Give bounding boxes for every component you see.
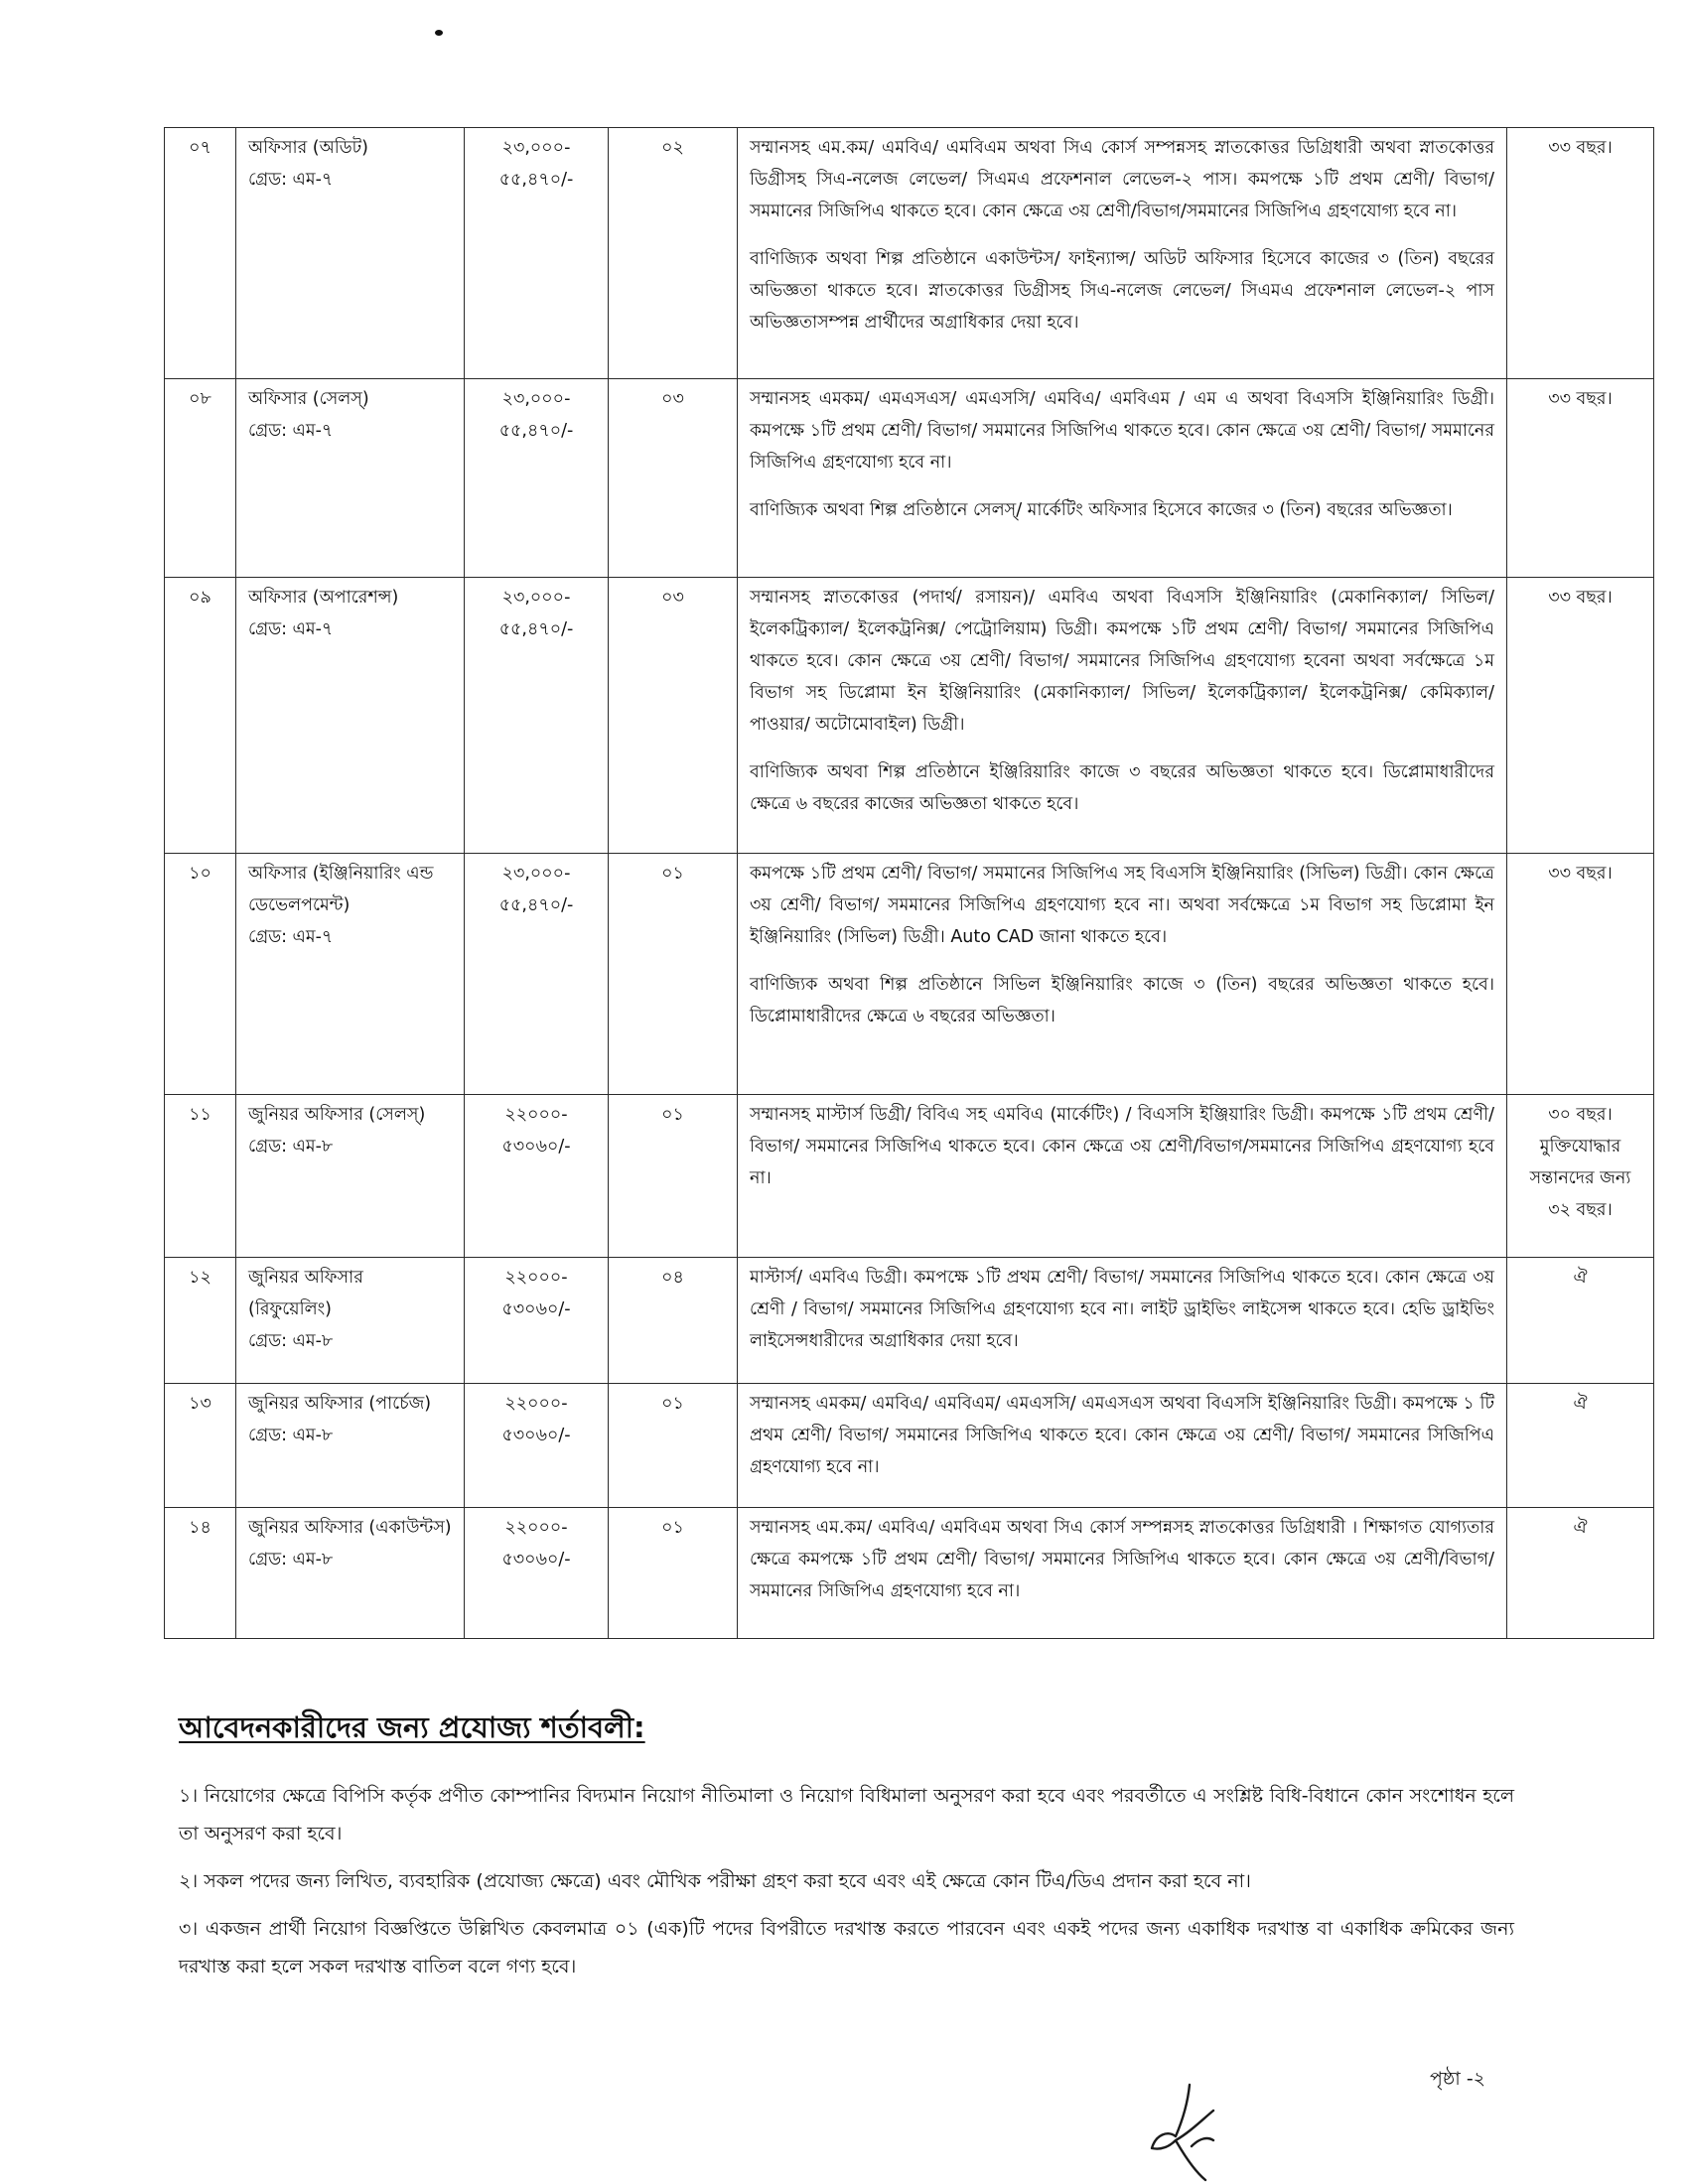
age-limit: ৩০ বছর। মুক্তিযোদ্ধার সন্তানদের জন্য ৩২ বছর। [1507, 1095, 1654, 1258]
serial-number: ০৯ [165, 578, 236, 854]
term-item: ১। নিয়োগের ক্ষেত্রে বিপিসি কর্তৃক প্রণীত কোম্পানির বিদ্যমান নিয়োগ নীতিমালা ও নিয়োগ বিধিমালা অনুসরণ করা হবে এবং পরবর্তীতে এ সংশ্লিষ্ট বিধি-বিধানে কোন সংশোধন হলে তা অনুসরণ করা হবে। [179, 1785, 1514, 1844]
requirements-cell [738, 1258, 1507, 1384]
pay-min: ২৩,০০০- [501, 389, 571, 409]
requirement-paragraph: সম্মানসহ এমকম/ এমএসএস/ এমএসসি/ এমবিএ/ এমবিএম / এম এ অথবা বিএসসি ইঞ্জিনিয়ারিং ডিগ্রী। কমপক্ষে ১টি প্রথম শ্রেণী/ বিভাগ/ সমমানের সিজিপিএ থাকতে হবে। কোন ক্ষেত্রে ৩য় শ্রেণী/ বিভাগ/ সমমানের সিজিপিএ গ্রহণযোগ্য হবে না। [750, 389, 1494, 473]
pay-min: ২২০০০- [504, 1394, 568, 1414]
requirement-paragraph: সম্মানসহ এমকম/ এমবিএ/ এমবিএম/ এমএসসি/ এমএসএস অথবা বিএসসি ইঞ্জিনিয়ারিং ডিগ্রী। কমপক্ষে ১ টি প্রথম শ্রেণী/ বিভাগ/ সমমানের সিজিপিএ থাকতে হবে। কোন ক্ষেত্রে ৩য় শ্রেণী/ বিভাগ/ সমমানের সিজিপিএ গ্রহণযোগ্য হবে না। [750, 1394, 1494, 1477]
pay-max: ৫৩০৬০/- [501, 1550, 571, 1570]
requirement-paragraph: বাণিজ্যিক অথবা শিল্প প্রতিষ্ঠানে ইঞ্জিরিয়ারিং কাজে ৩ বছরের অভিজ্ঞতা থাকতে হবে। ডিপ্লোমাধারীদের ক্ষেত্রে ৬ বছরের কাজের অভিজ্ঞতা থাকতে হবে। [750, 762, 1494, 814]
post-cell [236, 854, 465, 1095]
job-requirements-table [164, 127, 1654, 1639]
table-row [165, 379, 1654, 578]
age-limit: ঐ [1507, 1384, 1654, 1508]
table-row [165, 1258, 1654, 1384]
table-row [165, 578, 1654, 854]
post-cell [236, 379, 465, 578]
age-limit: ঐ [1507, 1508, 1654, 1639]
terms-heading: আবেদনকারীদের জন্য প্রযোজ্য শর্তাবলী: [179, 1710, 645, 1744]
post-grade: গ্রেড: এম-৭ [248, 170, 334, 190]
term-item: ৩। একজন প্রার্থী নিয়োগ বিজ্ঞপ্তিতে উল্লিখিত কেবলমাত্র ০১ (এক)টি পদের বিপরীতে দরখাস্ত করতে পারবেন এবং একই পদের জন্য একাধিক দরখাস্ত বা একাধিক ক্রমিকের জন্য দরখাস্ত করা হলে সকল দরখাস্ত বাতিল বলে গণ্য হবে। [179, 1918, 1514, 1978]
post-cell [236, 1508, 465, 1639]
post-grade: গ্রেড: এম-৭ [248, 927, 334, 947]
post-title: অফিসার (অডিট) [248, 138, 369, 158]
requirements-cell [738, 1384, 1507, 1508]
pay-scale-cell [465, 128, 609, 379]
requirement-paragraph: সম্মানসহ এম.কম/ এমবিএ/ এমবিএম অথবা সিএ কোর্স সম্পন্নসহ স্নাতকোত্তর ডিগ্রিধারী । শিক্ষাগত যোগ্যতার ক্ষেত্রে কমপক্ষে ১টি প্রথম শ্রেণী/ বিভাগ/ সমমানের সিজিপিএ থাকতে হবে। কোন ক্ষেত্রে ৩য় শ্রেণী/বিভাগ/সমমানের সিজিপিএ গ্রহণযোগ্য হবে না। [750, 1518, 1494, 1601]
pay-max: ৫৩০৬০/- [501, 1426, 571, 1445]
table-body [165, 128, 1654, 1639]
requirement-paragraph: সম্মানসহ এম.কম/ এমবিএ/ এমবিএম অথবা সিএ কোর্স সম্পন্নসহ স্নাতকোত্তর ডিগ্রিধারী অথবা স্নাতকোত্তর ডিগ্রীসহ সিএ-নলেজ লেভেল/ সিএমএ প্রফেশনাল লেভেল-২ পাস। কমপক্ষে ১টি প্রথম শ্রেণী/ বিভাগ/ সমমানের সিজিপিএ থাকতে হবে। কোন ক্ষেত্রে ৩য় শ্রেণী/বিভাগ/সমমানের সিজিপিএ গ্রহণযোগ্য হবে না। [750, 138, 1494, 221]
serial-number: ১০ [165, 854, 236, 1095]
post-count: ০১ [609, 1508, 738, 1639]
pay-scale-cell [465, 1258, 609, 1384]
post-cell [236, 1258, 465, 1384]
requirements-cell [738, 578, 1507, 854]
post-count: ০৩ [609, 379, 738, 578]
pay-max: ৫৫,৪৭০/- [498, 895, 574, 915]
pay-max: ৫৩০৬০/- [501, 1137, 571, 1157]
post-grade: গ্রেড: এম-৮ [248, 1550, 334, 1570]
pay-scale-cell [465, 1508, 609, 1639]
pay-scale-cell [465, 578, 609, 854]
post-count: ০১ [609, 854, 738, 1095]
terms-list [179, 1777, 1514, 1995]
pay-scale-cell [465, 1095, 609, 1258]
scan-speck [435, 30, 443, 36]
post-title: জুনিয়র অফিসার (রিফুয়েলিং) [248, 1268, 363, 1319]
post-count: ০৪ [609, 1258, 738, 1384]
requirement-paragraph: বাণিজ্যিক অথবা শিল্প প্রতিষ্ঠানে একাউন্টস/ ফাইন্যান্স/ অডিট অফিসার হিসেবে কাজের ৩ (তিন) বছরের অভিজ্ঞতা থাকতে হবে। স্নাতকোত্তর ডিগ্রীসহ সিএ-নলেজ লেভেল/ সিএমএ প্রফেশনাল লেভেল-২ পাস অভিজ্ঞতাসম্পন্ন প্রার্থীদের অগ্রাধিকার দেয়া হবে। [750, 249, 1494, 333]
age-limit: ৩৩ বছর। [1507, 854, 1654, 1095]
table-row [165, 128, 1654, 379]
requirement-paragraph: সম্মানসহ মাস্টার্স ডিগ্রী/ বিবিএ সহ এমবিএ (মার্কেটিং) / বিএসসি ইঞ্জিয়ারিং ডিগ্রী। কমপক্ষে ১টি প্রথম শ্রেণী/ বিভাগ/ সমমানের সিজিপিএ থাকতে হবে। কোন ক্ষেত্রে ৩য় শ্রেণী/বিভাগ/সমমানের সিজিপিএ গ্রহণযোগ্য হবে না। [750, 1105, 1494, 1188]
table-row [165, 1384, 1654, 1508]
table-row [165, 854, 1654, 1095]
serial-number: ১২ [165, 1258, 236, 1384]
serial-number: ০৮ [165, 379, 236, 578]
age-limit: ঐ [1507, 1258, 1654, 1384]
serial-number: ১৩ [165, 1384, 236, 1508]
post-cell [236, 128, 465, 379]
pay-scale-cell [465, 854, 609, 1095]
pay-scale-cell [465, 1384, 609, 1508]
post-grade: গ্রেড: এম-৮ [248, 1426, 334, 1445]
requirements-cell [738, 1508, 1507, 1639]
requirement-paragraph: বাণিজ্যিক অথবা শিল্প প্রতিষ্ঠানে সেলস্/ মার্কেটিং অফিসার হিসেবে কাজের ৩ (তিন) বছরের অভিজ্ঞতা। [750, 500, 1453, 520]
post-title: জুনিয়র অফিসার (একাউন্টস) [248, 1518, 452, 1538]
requirements-cell [738, 854, 1507, 1095]
post-grade: গ্রেড: এম-৮ [248, 1137, 334, 1157]
pay-min: ২৩,০০০- [501, 588, 571, 608]
requirement-paragraph: মাস্টার্স/ এমবিএ ডিগ্রী। কমপক্ষে ১টি প্রথম শ্রেণী/ বিভাগ/ সমমানের সিজিপিএ থাকতে হবে। কোন ক্ষেত্রে ৩য় শ্রেণী / বিভাগ/ সমমানের সিজিপিএ গ্রহণযোগ্য হবে না। লাইট ড্রাইভিং লাইসেন্স থাকতে হবে। হেভি ড্রাইভিং লাইসেন্সধারীদের অগ্রাধিকার দেয়া হবে। [750, 1268, 1494, 1351]
post-title: অফিসার (অপারেশন্স) [248, 588, 399, 608]
age-limit: ৩৩ বছর। [1507, 379, 1654, 578]
post-cell [236, 1384, 465, 1508]
requirement-paragraph: কমপক্ষে ১টি প্রথম শ্রেণী/ বিভাগ/ সমমানের সিজিপিএ সহ বিএসসি ইঞ্জিনিয়ারিং (সিভিল) ডিগ্রী। কোন ক্ষেত্রে ৩য় শ্রেণী/ বিভাগ/ সমমানের সিজিপিএ গ্রহণযোগ্য হবে না। অথবা সর্বক্ষেত্রে ১ম বিভাগ সহ ডিপ্লোমা ইন ইঞ্জিনিয়ারিং (সিভিল) ডিগ্রী। Auto CAD জানা থাকতে হবে। [750, 864, 1494, 947]
post-cell [236, 1095, 465, 1258]
requirements-cell [738, 128, 1507, 379]
pay-min: ২২০০০- [504, 1518, 568, 1538]
pay-min: ২২০০০- [504, 1105, 568, 1125]
post-grade: গ্রেড: এম-৮ [248, 1331, 334, 1351]
pay-min: ২৩,০০০- [501, 864, 571, 884]
pay-max: ৫৫,৪৭০/- [498, 421, 574, 441]
requirement-paragraph: বাণিজ্যিক অথবা শিল্প প্রতিষ্ঠানে সিভিল ইঞ্জিনিয়ারিং কাজে ৩ (তিন) বছরের অভিজ্ঞতা থাকতে হবে। ডিপ্লোমাধারীদের ক্ষেত্রে ৬ বছরের অভিজ্ঞতা। [750, 975, 1494, 1026]
requirements-cell [738, 1095, 1507, 1258]
pay-max: ৫৩০৬০/- [501, 1299, 571, 1319]
serial-number: ১৪ [165, 1508, 236, 1639]
page-number: পৃষ্ঠা -২ [1430, 2068, 1486, 2090]
pay-scale-cell [465, 379, 609, 578]
post-count: ০১ [609, 1384, 738, 1508]
post-cell [236, 578, 465, 854]
post-count: ০৩ [609, 578, 738, 854]
serial-number: ১১ [165, 1095, 236, 1258]
term-item: ২। সকল পদের জন্য লিখিত, ব্যবহারিক (প্রযোজ্য ক্ষেত্রে) এবং মৌখিক পরীক্ষা গ্রহণ করা হবে এবং এই ক্ষেত্রে কোন টিএ/ডিএ প্রদান করা হবে না। [179, 1870, 1251, 1892]
age-limit: ৩৩ বছর। [1507, 578, 1654, 854]
requirement-paragraph: সম্মানসহ স্নাতকোত্তর (পদার্থ/ রসায়ন)/ এমবিএ অথবা বিএসসি ইঞ্জিনিয়ারিং (মেকানিক্যাল/ সিভিল/ ইলেকট্রিক্যাল/ ইলেকট্রনিক্স/ পেট্রোলিয়াম) ডিগ্রী। কমপক্ষে ১টি প্রথম শ্রেণী/ বিভাগ/ সমমানের সিজিপিএ থাকতে হবে। কোন ক্ষেত্রে ৩য় শ্রেণী/ বিভাগ/ সমমানের সিজিপিএ গ্রহণযোগ্য হবেনা অথবা সর্বক্ষেত্রে ১ম বিভাগ সহ ডিপ্লোমা ইন ইঞ্জিনিয়ারিং (মেকানিক্যাল/ সিভিল/ ইলেকট্রিক্যাল/ ইলেকট্রনিক্স/ কেমিক্যাল/ পাওয়ার/ অটোমোবাইল) ডিগ্রী। [750, 588, 1494, 735]
post-grade: গ্রেড: এম-৭ [248, 421, 334, 441]
post-count: ০২ [609, 128, 738, 379]
requirements-cell [738, 379, 1507, 578]
pay-max: ৫৫,৪৭০/- [498, 170, 574, 190]
post-title: জুনিয়র অফিসার (সেলস্) [248, 1105, 426, 1125]
table-row [165, 1508, 1654, 1639]
pay-min: ২২০০০- [504, 1268, 568, 1288]
post-title: জুনিয়র অফিসার (পার্চেজ) [248, 1394, 432, 1414]
table-row [165, 1095, 1654, 1258]
post-title: অফিসার (সেলস্) [248, 389, 369, 409]
post-title: অফিসার (ইঞ্জিনিয়ারিং এন্ড ডেভেলপমেন্ট) [248, 864, 434, 915]
pay-max: ৫৫,৪৭০/- [498, 619, 574, 639]
pay-min: ২৩,০০০- [501, 138, 571, 158]
age-limit: ৩৩ বছর। [1507, 128, 1654, 379]
serial-number: ০৭ [165, 128, 236, 379]
post-grade: গ্রেড: এম-৭ [248, 619, 334, 639]
signature-icon [1132, 2075, 1261, 2184]
post-count: ০১ [609, 1095, 738, 1258]
